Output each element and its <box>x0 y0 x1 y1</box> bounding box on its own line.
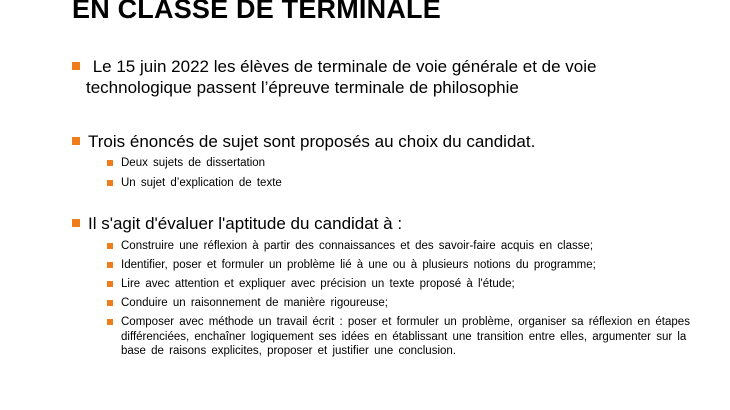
sub-item-text: Lire avec attention et expliquer avec précision un texte proposé à l'étude; <box>121 278 515 290</box>
square-bullet-icon <box>107 300 113 306</box>
sub-item <box>107 176 701 191</box>
sub-item-text: Composer avec méthode un travail écrit : poser et formuler un problème, organiser sa réflexion en étapes différenciées, enchaîner logiquement ses idées en établissant une transition entre elles, argumenter sur la base de raisons explicites, proposer et justifier une conclusion. <box>121 316 690 357</box>
sub-item <box>107 239 701 254</box>
sub-item-text: Identifier, poser et formuler un problème lié à une ou à plusieurs notions du programme; <box>121 259 596 271</box>
sub-item <box>107 296 701 311</box>
slide-title: EN CLASSE DE TERMINALE <box>72 0 441 24</box>
sub-item <box>107 315 701 359</box>
square-bullet-icon <box>107 319 113 325</box>
square-bullet-icon <box>72 219 80 227</box>
square-bullet-icon <box>72 62 80 70</box>
bullet-text-line1: Le 15 juin 2022 les élèves de terminale de voie générale et de voie <box>88 57 597 76</box>
sub-item <box>107 258 701 273</box>
sub-item-text: Un sujet d’explication de texte <box>121 177 282 189</box>
square-bullet-icon <box>107 281 113 287</box>
sub-item-text: Deux sujets de dissertation <box>121 157 266 169</box>
bullet-subjects <box>72 131 535 152</box>
sub-item-text: Conduire un raisonnement de manière rigoureuse; <box>121 297 388 309</box>
square-bullet-icon <box>107 243 113 249</box>
bullet-text-line2: technologique passent l’épreuve terminale de philosophie <box>86 78 519 97</box>
bullet-exam-date <box>72 56 672 98</box>
sub-item-text: Construire une réflexion à partir des connaissances et des savoir-faire acquis en classe; <box>121 240 594 252</box>
bullet-aptitude <box>72 213 402 234</box>
sub-item <box>107 277 701 292</box>
sub-item <box>107 156 701 171</box>
bullet-text: Il s'agit d'évaluer l'aptitude du candidat à : <box>88 214 403 233</box>
square-bullet-icon <box>107 262 113 268</box>
square-bullet-icon <box>72 137 80 145</box>
square-bullet-icon <box>107 180 113 186</box>
square-bullet-icon <box>107 160 113 166</box>
bullet-text: Trois énoncés de sujet sont proposés au choix du candidat. <box>88 132 536 151</box>
